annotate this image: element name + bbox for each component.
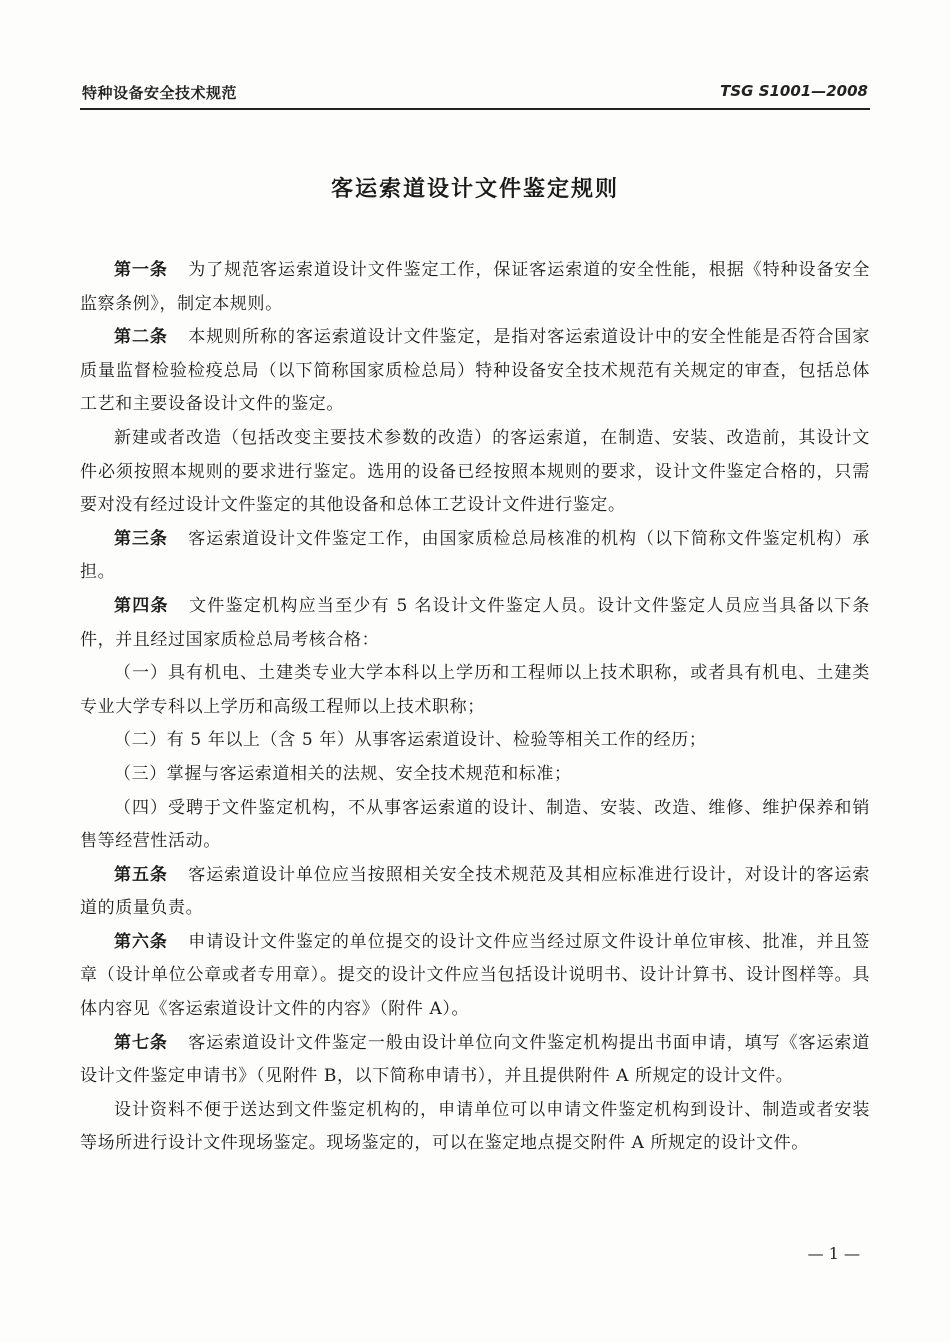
header-standard-code: TSG S1001—2008 [720, 82, 868, 100]
paragraph-article-3 [80, 523, 870, 590]
paragraph-text: 本规则所称的客运索道设计文件鉴定，是指对客运索道设计中的安全性能是否符合国家质量监督检验检疫总局（以下简称国家质检总局）特种设备安全技术规范有关规定的审查，包括总体工艺和主要设备设计文件的鉴定。 [80, 327, 870, 415]
paragraph-text: 客运索道设计单位应当按照相关安全技术规范及其相应标准进行设计，对设计的客运索道的质量负责。 [80, 864, 870, 919]
running-header [80, 78, 870, 110]
paragraph [80, 422, 870, 523]
paragraph-article-4 [80, 590, 870, 657]
paragraph-text: 客运索道设计文件鉴定一般由设计单位向文件鉴定机构提出书面申请，填写《客运索道设计文件鉴定申请书》（见附件 B，以下简称申请书），并且提供附件 A 所规定的设计文件。 [80, 1032, 870, 1087]
article-label: 第六条 [114, 931, 168, 952]
paragraph-text: 为了规范客运索道设计文件鉴定工作，保证客运索道的安全性能，根据《特种设备安全监察条例》，制定本规则。 [80, 260, 870, 314]
paragraph-article-6 [80, 926, 870, 1027]
paragraph-text: 设计资料不便于送达到文件鉴定机构的，申请单位可以申请文件鉴定机构到设计、制造或者安装等场所进行设计文件现场鉴定。现场鉴定的，可以在鉴定地点提交附件 A 所规定的设计文件。 [80, 1099, 870, 1154]
article-label: 第一条 [114, 260, 168, 280]
page-number: — 1 — [807, 1244, 860, 1263]
article-label: 第四条 [114, 595, 169, 616]
paragraph-text: （二）有 5 年以上（含 5 年）从事客运索道设计、检验等相关工作的经历； [114, 730, 707, 751]
paragraph-text: （三）掌握与客运索道相关的法规、安全技术规范和标准； [114, 763, 572, 784]
paragraph-text: 申请设计文件鉴定的单位提交的设计文件应当经过原文件设计单位审核、批准，并且签章（设计单位公章或者专用章）。提交的设计文件应当包括设计说明书、设计计算书、设计图样等。具体内容见《客运索道设计文件的内容》（附件 A）。 [80, 931, 870, 1020]
header-series-title: 特种设备安全技术规范 [82, 84, 238, 102]
list-item [80, 724, 870, 758]
paragraph-text: 客运索道设计文件鉴定工作，由国家质检总局核准的机构（以下简称文件鉴定机构）承担。 [80, 528, 870, 583]
paragraph-text: 文件鉴定机构应当至少有 5 名设计文件鉴定人员。设计文件鉴定人员应当具备以下条件，并且经过国家质检总局考核合格： [80, 595, 870, 650]
list-item [80, 792, 870, 859]
paragraph-text: （四）受聘于文件鉴定机构，不从事客运索道的设计、制造、安装、改造、维修、维护保养和销售等经营性活动。 [80, 797, 870, 852]
list-item [80, 657, 870, 724]
article-label: 第五条 [114, 864, 168, 885]
paragraph-article-5 [80, 859, 870, 926]
paragraph-article-1 [80, 254, 870, 321]
paragraph-text: 新建或者改造（包括改变主要技术参数的改造）的客运索道，在制造、安装、改造前，其设计文件必须按照本规则的要求进行鉴定。选用的设备已经按照本规则的要求，设计文件鉴定合格的，只需要对没有经过设计文件鉴定的其他设备和总体工艺设计文件进行鉴定。 [80, 427, 870, 516]
article-label: 第二条 [114, 327, 168, 348]
paragraph-article-7 [80, 1027, 870, 1094]
list-item [80, 758, 870, 792]
body-text [80, 254, 870, 1161]
paragraph-article-2 [80, 321, 870, 422]
paragraph [80, 1094, 870, 1161]
paragraph-text: （一）具有机电、土建类专业大学本科以上学历和工程师以上技术职称，或者具有机电、土建类专业大学专科以上学历和高级工程师以上技术职称； [80, 663, 870, 717]
document-title: 客运索道设计文件鉴定规则 [330, 177, 619, 202]
article-label: 第三条 [114, 528, 168, 549]
article-label: 第七条 [114, 1032, 168, 1053]
